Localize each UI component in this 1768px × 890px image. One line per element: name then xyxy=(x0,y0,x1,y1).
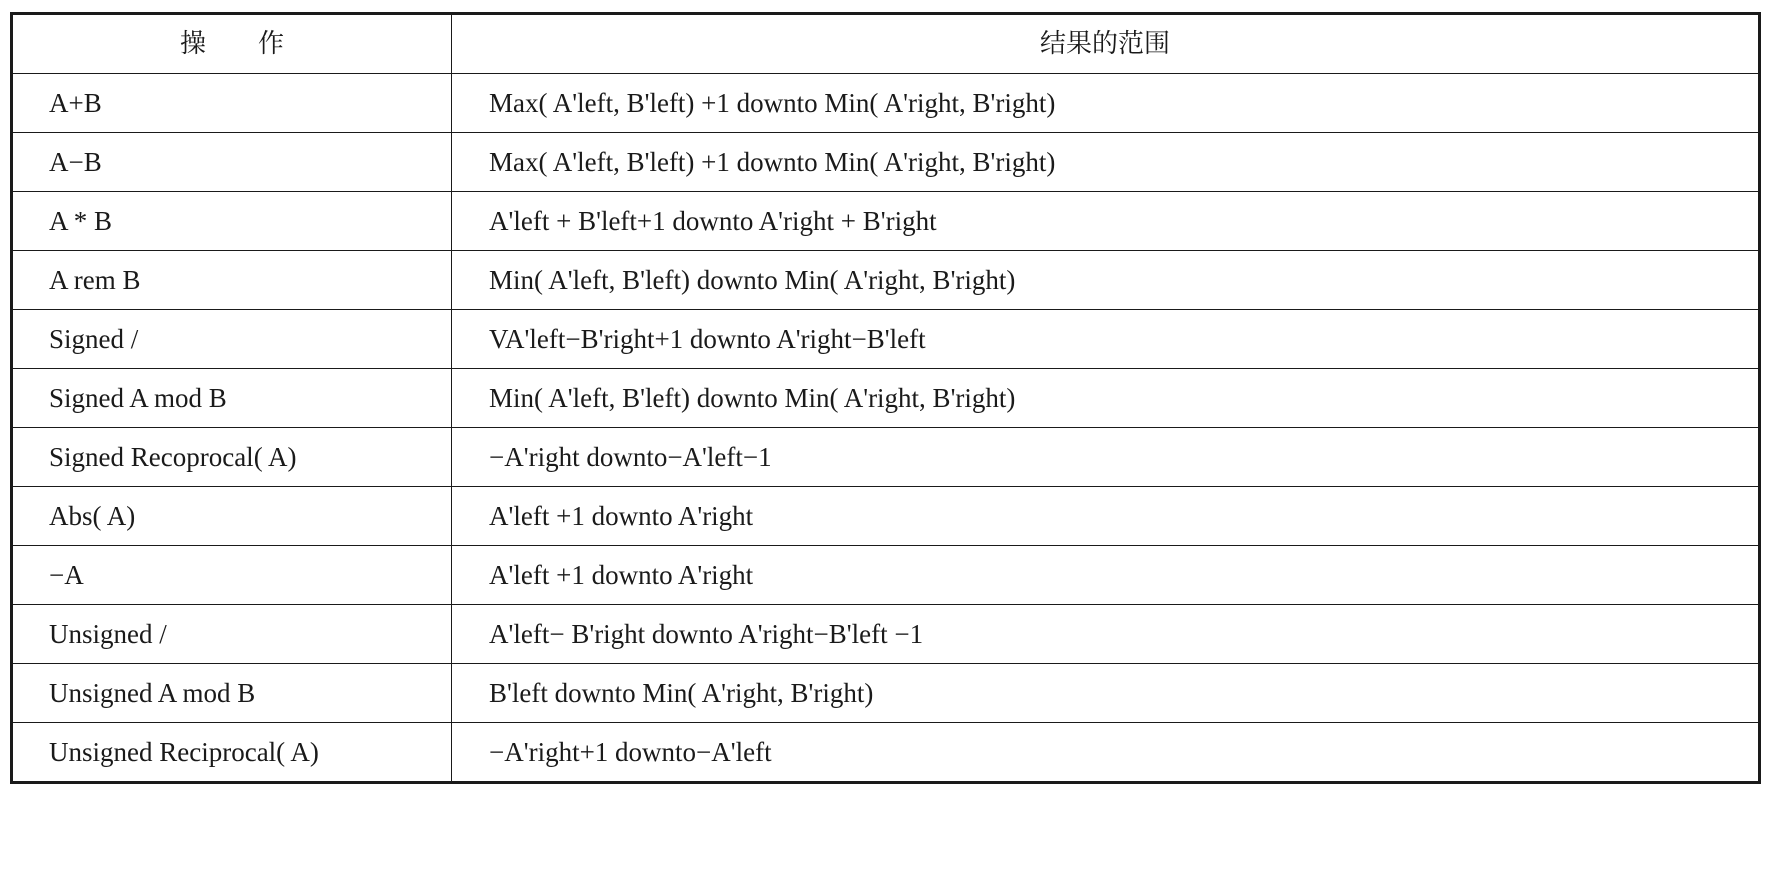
range-cell: −A'right+1 downto−A'left xyxy=(452,723,1760,783)
range-cell: VA'left−B'right+1 downto A'right−B'left xyxy=(452,310,1760,369)
table-row xyxy=(12,369,1760,428)
operation-cell: Abs( A) xyxy=(12,487,452,546)
operation-header-label: 操 作 xyxy=(179,29,284,59)
operation-cell: A+B xyxy=(12,74,452,133)
range-cell: Max( A'left, B'left) +1 downto Min( A'right, B'right) xyxy=(452,74,1760,133)
table-row xyxy=(12,251,1760,310)
range-cell: A'left +1 downto A'right xyxy=(452,546,1760,605)
table-row xyxy=(12,605,1760,664)
result-range-header-label: 结果的范围 xyxy=(1039,29,1170,59)
operation-cell: Signed / xyxy=(12,310,452,369)
operation-cell: Unsigned A mod B xyxy=(12,664,452,723)
operation-range-table xyxy=(10,12,1761,784)
range-cell: A'left +1 downto A'right xyxy=(452,487,1760,546)
range-cell: A'left− B'right downto A'right−B'left −1 xyxy=(452,605,1760,664)
header-row xyxy=(12,14,1760,74)
table-header xyxy=(12,14,1760,74)
operation-cell: Unsigned / xyxy=(12,605,452,664)
table-row xyxy=(12,546,1760,605)
table-row xyxy=(12,74,1760,133)
operation-cell: A * B xyxy=(12,192,452,251)
operation-column-header xyxy=(12,14,452,74)
operation-cell: A rem B xyxy=(12,251,452,310)
range-cell: Min( A'left, B'left) downto Min( A'right, B'right) xyxy=(452,251,1760,310)
range-cell: Min( A'left, B'left) downto Min( A'right, B'right) xyxy=(452,369,1760,428)
result-range-column-header xyxy=(452,14,1760,74)
table-body xyxy=(12,74,1760,783)
table-row xyxy=(12,723,1760,783)
operation-cell: Signed A mod B xyxy=(12,369,452,428)
operation-cell: −A xyxy=(12,546,452,605)
operation-cell: Unsigned Reciprocal( A) xyxy=(12,723,452,783)
range-cell: A'left + B'left+1 downto A'right + B'right xyxy=(452,192,1760,251)
operation-cell: A−B xyxy=(12,133,452,192)
range-cell: Max( A'left, B'left) +1 downto Min( A'right, B'right) xyxy=(452,133,1760,192)
operation-cell: Signed Recoprocal( A) xyxy=(12,428,452,487)
table-row xyxy=(12,487,1760,546)
table-row xyxy=(12,310,1760,369)
range-cell: B'left downto Min( A'right, B'right) xyxy=(452,664,1760,723)
range-cell: −A'right downto−A'left−1 xyxy=(452,428,1760,487)
table-row xyxy=(12,428,1760,487)
table-row xyxy=(12,192,1760,251)
range-table-container xyxy=(10,12,1758,784)
table-row xyxy=(12,133,1760,192)
table-row xyxy=(12,664,1760,723)
